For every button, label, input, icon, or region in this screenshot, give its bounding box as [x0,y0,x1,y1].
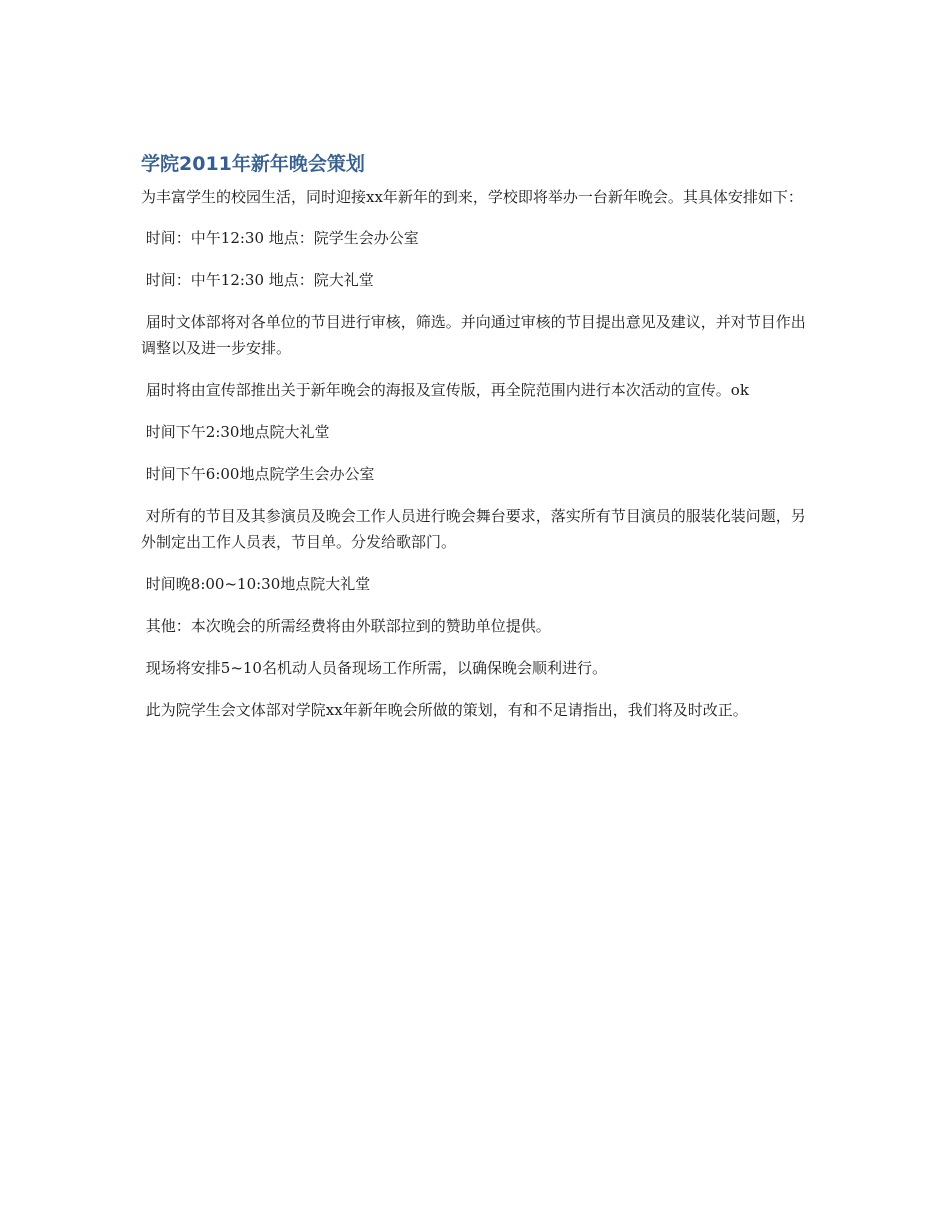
paragraph-time-hall: 时间：中午12:30 地点：院大礼堂 [141,271,374,289]
document-title: 学院2011年新年晚会策划 [141,153,365,175]
paragraph-stage-requirements: 对所有的节目及其参演员及晚会工作人员进行晚会舞台要求，落实所有节目演员的服装化装问题，另外制定出工作人员表，节目单。分发给歌部门。 [141,507,806,551]
paragraph-evening-office: 时间下午6:00地点院学生会办公室 [141,465,375,483]
paragraph-night-hall: 时间晚8:00~10:30地点院大礼堂 [141,575,371,593]
paragraph-review: 届时文体部将对各单位的节目进行审核，筛选。并向通过审核的节目提出意见及建议，并对节目作出调整以及进一步安排。 [141,313,806,357]
paragraph-afternoon-hall: 时间下午2:30地点院大礼堂 [141,423,330,441]
intro-paragraph: 为丰富学生的校园生活，同时迎接xx年新年的到来，学校即将举办一台新年晚会。其具体安排如下： [141,188,803,206]
paragraph-funding: 其他：本次晚会的所需经费将由外联部拉到的赞助单位提供。 [141,617,551,635]
document-page [141,150,809,739]
paragraph-closing: 此为院学生会文体部对学院xx年新年晚会所做的策划，有和不足请指出，我们将及时改正。 [141,701,748,719]
paragraph-time-office: 时间：中午12:30 地点：院学生会办公室 [141,229,419,247]
paragraph-staff: 现场将安排5~10名机动人员备现场工作所需，以确保晚会顺利进行。 [141,659,607,677]
paragraph-publicity: 届时将由宣传部推出关于新年晚会的海报及宣传版，再全院范围内进行本次活动的宣传。ok [141,381,749,399]
